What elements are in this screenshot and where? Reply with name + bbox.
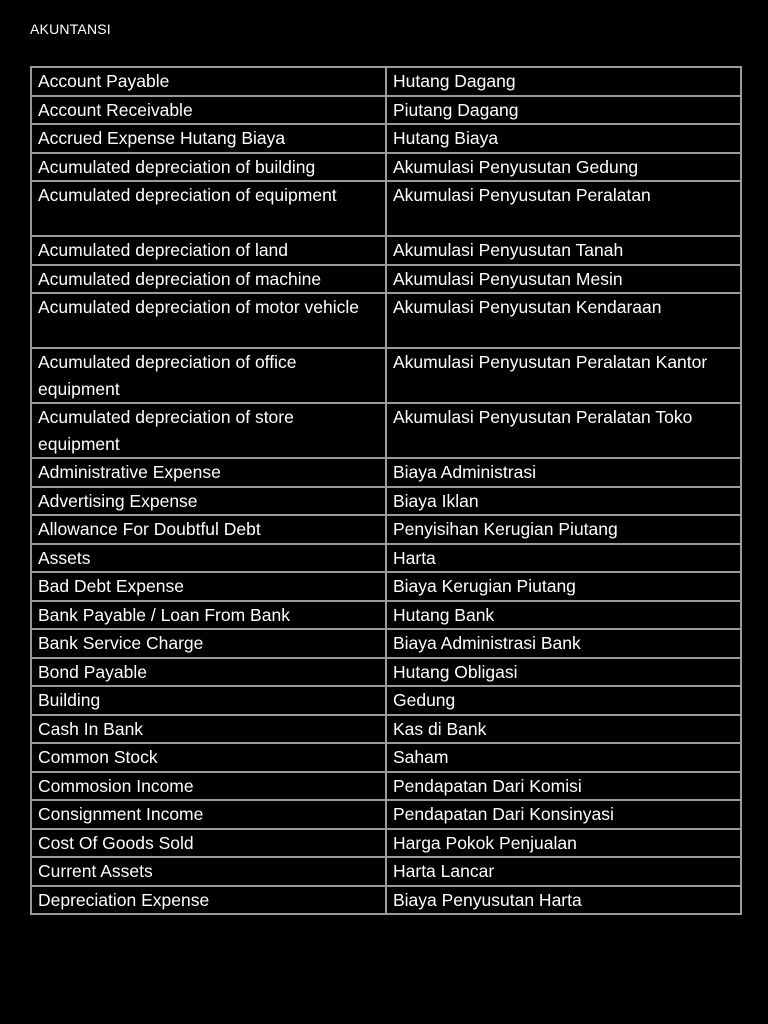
glossary-table bbox=[30, 66, 742, 915]
table-row bbox=[31, 886, 741, 915]
indonesian-term-cell: Biaya Administrasi Bank bbox=[386, 629, 741, 658]
indonesian-term-cell: Harga Pokok Penjualan bbox=[386, 829, 741, 858]
indonesian-term-cell: Biaya Iklan bbox=[386, 487, 741, 516]
page-title: AKUNTANSI bbox=[30, 21, 111, 37]
table-row bbox=[31, 715, 741, 744]
indonesian-term-cell: Harta bbox=[386, 544, 741, 573]
english-term-cell: Advertising Expense bbox=[31, 487, 386, 516]
indonesian-term-cell: Kas di Bank bbox=[386, 715, 741, 744]
english-term-cell: Acumulated depreciation of office equipment bbox=[31, 348, 386, 403]
indonesian-term-cell: Akumulasi Penyusutan Tanah bbox=[386, 236, 741, 265]
table-row bbox=[31, 67, 741, 96]
table-row bbox=[31, 515, 741, 544]
table-row bbox=[31, 403, 741, 458]
table-row bbox=[31, 236, 741, 265]
table-row bbox=[31, 96, 741, 125]
english-term-cell: Accrued Expense Hutang Biaya bbox=[31, 124, 386, 153]
glossary-table-body bbox=[31, 67, 741, 914]
english-term-cell: Acumulated depreciation of building bbox=[31, 153, 386, 182]
english-term-cell: Cost Of Goods Sold bbox=[31, 829, 386, 858]
table-row bbox=[31, 544, 741, 573]
english-term-cell: Acumulated depreciation of equipment bbox=[31, 181, 386, 236]
english-term-cell: Bond Payable bbox=[31, 658, 386, 687]
indonesian-term-cell: Harta Lancar bbox=[386, 857, 741, 886]
english-term-cell: Common Stock bbox=[31, 743, 386, 772]
table-row bbox=[31, 629, 741, 658]
indonesian-term-cell: Hutang Bank bbox=[386, 601, 741, 630]
table-row bbox=[31, 458, 741, 487]
english-term-cell: Depreciation Expense bbox=[31, 886, 386, 915]
table-row bbox=[31, 265, 741, 294]
english-term-cell: Consignment Income bbox=[31, 800, 386, 829]
english-term-cell: Acumulated depreciation of machine bbox=[31, 265, 386, 294]
english-term-cell: Bad Debt Expense bbox=[31, 572, 386, 601]
indonesian-term-cell: Hutang Biaya bbox=[386, 124, 741, 153]
table-row bbox=[31, 658, 741, 687]
table-row bbox=[31, 601, 741, 630]
table-row bbox=[31, 800, 741, 829]
english-term-cell: Acumulated depreciation of land bbox=[31, 236, 386, 265]
table-row bbox=[31, 743, 741, 772]
indonesian-term-cell: Hutang Dagang bbox=[386, 67, 741, 96]
indonesian-term-cell: Biaya Penyusutan Harta bbox=[386, 886, 741, 915]
indonesian-term-cell: Biaya Administrasi bbox=[386, 458, 741, 487]
table-row bbox=[31, 293, 741, 348]
english-term-cell: Administrative Expense bbox=[31, 458, 386, 487]
indonesian-term-cell: Biaya Kerugian Piutang bbox=[386, 572, 741, 601]
table-row bbox=[31, 829, 741, 858]
indonesian-term-cell: Saham bbox=[386, 743, 741, 772]
english-term-cell: Account Payable bbox=[31, 67, 386, 96]
table-row bbox=[31, 686, 741, 715]
indonesian-term-cell: Akumulasi Penyusutan Peralatan bbox=[386, 181, 741, 236]
english-term-cell: Bank Service Charge bbox=[31, 629, 386, 658]
indonesian-term-cell: Akumulasi Penyusutan Peralatan Toko bbox=[386, 403, 741, 458]
indonesian-term-cell: Piutang Dagang bbox=[386, 96, 741, 125]
table-row bbox=[31, 857, 741, 886]
table-row bbox=[31, 348, 741, 403]
indonesian-term-cell: Akumulasi Penyusutan Mesin bbox=[386, 265, 741, 294]
english-term-cell: Acumulated depreciation of store equipment bbox=[31, 403, 386, 458]
table-row bbox=[31, 487, 741, 516]
indonesian-term-cell: Gedung bbox=[386, 686, 741, 715]
english-term-cell: Acumulated depreciation of motor vehicle bbox=[31, 293, 386, 348]
indonesian-term-cell: Akumulasi Penyusutan Gedung bbox=[386, 153, 741, 182]
english-term-cell: Account Receivable bbox=[31, 96, 386, 125]
indonesian-term-cell: Pendapatan Dari Komisi bbox=[386, 772, 741, 801]
english-term-cell: Allowance For Doubtful Debt bbox=[31, 515, 386, 544]
table-row bbox=[31, 572, 741, 601]
table-row bbox=[31, 181, 741, 236]
table-row bbox=[31, 153, 741, 182]
indonesian-term-cell: Penyisihan Kerugian Piutang bbox=[386, 515, 741, 544]
english-term-cell: Current Assets bbox=[31, 857, 386, 886]
indonesian-term-cell: Akumulasi Penyusutan Peralatan Kantor bbox=[386, 348, 741, 403]
table-row bbox=[31, 772, 741, 801]
english-term-cell: Assets bbox=[31, 544, 386, 573]
indonesian-term-cell: Akumulasi Penyusutan Kendaraan bbox=[386, 293, 741, 348]
indonesian-term-cell: Pendapatan Dari Konsinyasi bbox=[386, 800, 741, 829]
indonesian-term-cell: Hutang Obligasi bbox=[386, 658, 741, 687]
english-term-cell: Commosion Income bbox=[31, 772, 386, 801]
english-term-cell: Bank Payable / Loan From Bank bbox=[31, 601, 386, 630]
english-term-cell: Building bbox=[31, 686, 386, 715]
english-term-cell: Cash In Bank bbox=[31, 715, 386, 744]
table-row bbox=[31, 124, 741, 153]
